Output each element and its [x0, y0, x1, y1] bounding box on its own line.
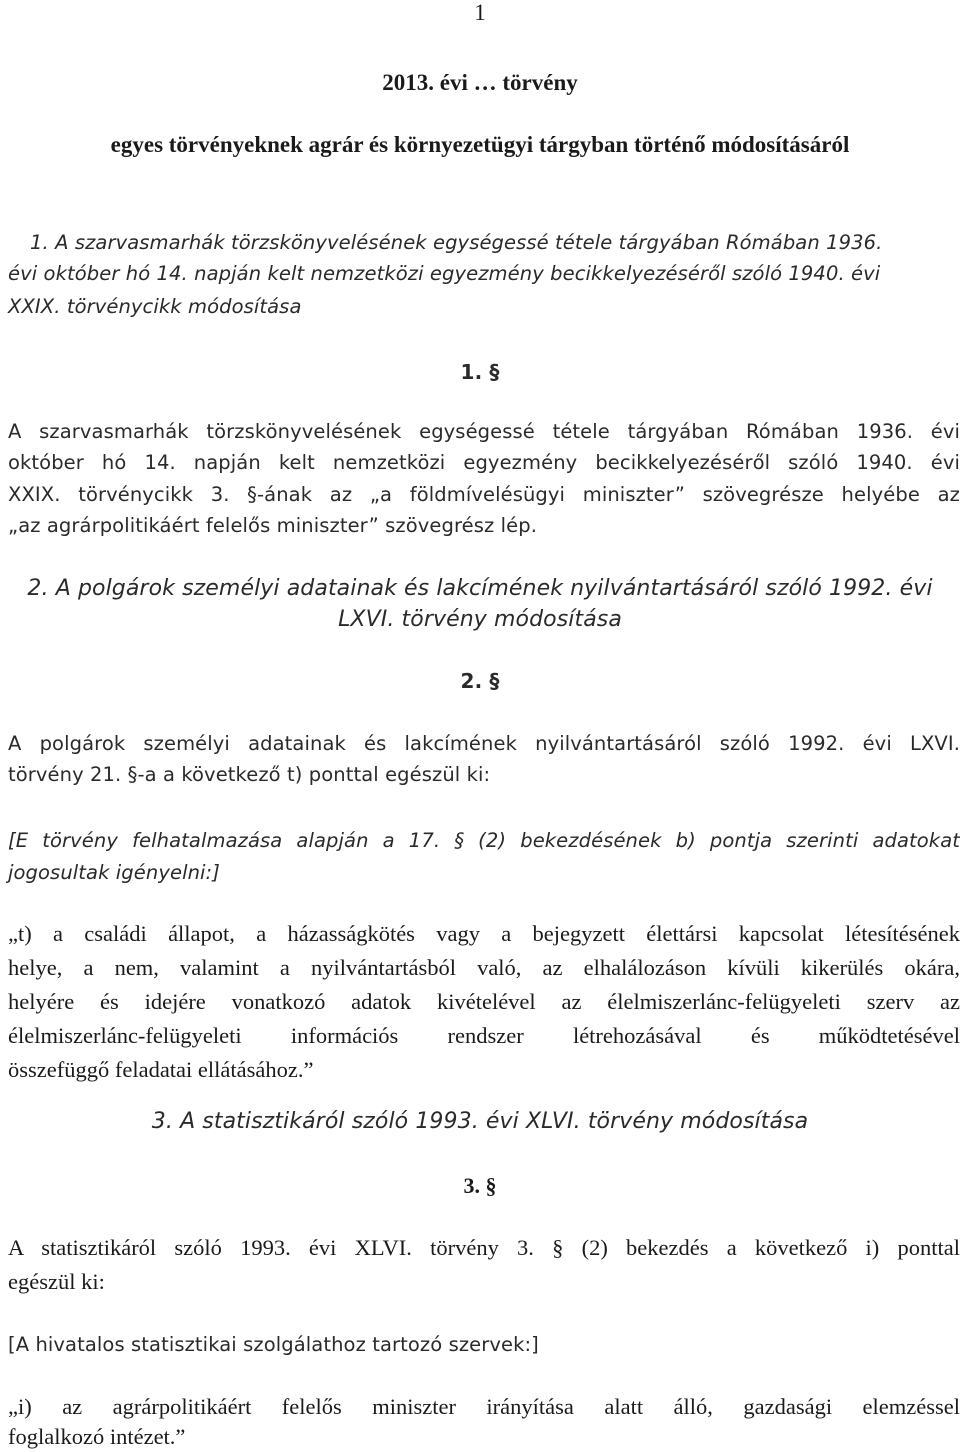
- part2-quote-line-5: összefüggő feladatai ellátásához.”: [8, 1057, 314, 1082]
- section-2-label: 2. §: [460, 669, 500, 693]
- part2-quote-line-1: „t) a családi állapot, a házasságkötés vagy a bejegyzett élettársi kapcsolat létesítésének: [8, 921, 960, 946]
- part2-context-line-1: [E törvény felhatalmazása alapján a 17. § (2) bekezdésének b) pontja szerinti adatokat: [8, 829, 960, 852]
- part2-heading-line-2: LXVI. törvény módosítása: [338, 607, 622, 632]
- part3-context-line: [A hivatalos statisztikai szolgálathoz tartozó szervek:]: [8, 1333, 539, 1356]
- part2-body-line-2: törvény 21. §-a a következő t) ponttal egészül ki:: [8, 763, 491, 786]
- part1-body-line-1: A szarvasmarhák törzskönyvelésének egységessé tétele tárgyában Rómában 1936. évi: [8, 420, 960, 443]
- part2-quote-line-3: helyére és idejére vonatkozó adatok kivételével az élelmiszerlánc-felügyeleti szerv az: [8, 989, 960, 1014]
- section-3-label: 3. §: [463, 1173, 497, 1198]
- part2-quote-line-4: élelmiszerlánc-felügyeleti információs rendszer létrehozásával és működtetésével: [8, 1023, 960, 1048]
- part3-quote-line-1: „i) az agrárpolitikáért felelős miniszter irányítása alatt álló, gazdasági elemzéssel: [8, 1394, 960, 1419]
- section-1-label: 1. §: [460, 360, 500, 384]
- law-title: 2013. évi … törvény: [382, 70, 578, 95]
- part1-body-line-4: „az agrárpolitikáért felelős miniszter” szövegrész lép.: [8, 514, 538, 537]
- part1-body-line-2: október hó 14. napján kelt nemzetközi egyezmény becikkelyezéséről szóló 1940. évi: [8, 451, 960, 474]
- page-number: 1: [474, 0, 486, 25]
- part3-quote-line-2: foglalkozó intézet.”: [8, 1424, 186, 1449]
- part1-body-line-3: XXIX. törvénycikk 3. §-ának az „a földmívelésügyi miniszter” szövegrésze helyébe az: [8, 483, 960, 506]
- part1-heading-line-3: XXIX. törvénycikk módosítása: [8, 295, 302, 318]
- law-subtitle: egyes törvényeknek agrár és környezetügyi tárgyban történő módosításáról: [110, 132, 850, 157]
- part2-quote-line-2: helye, a nem, valamint a nyilvántartásból való, az elhalálozáson kívüli kikerülés okára,: [8, 955, 960, 980]
- part1-heading-line-1: 1. A szarvasmarhák törzskönyvelésének egységessé tétele tárgyában Rómában 1936.: [30, 231, 883, 254]
- part3-body-line-2: egészül ki:: [8, 1269, 105, 1294]
- part2-context-line-2: jogosultak igényelni:]: [8, 861, 220, 884]
- part2-heading-line-1: 2. A polgárok személyi adatainak és lakcímének nyilvántartásáról szóló 1992. évi: [27, 576, 933, 601]
- part2-body-line-1: A polgárok személyi adatainak és lakcímének nyilvántartásáról szóló 1992. évi LXVI.: [8, 732, 960, 755]
- part3-heading: 3. A statisztikáról szóló 1993. évi XLVI. törvény módosítása: [151, 1109, 809, 1134]
- part3-body-line-1: A statisztikáról szóló 1993. évi XLVI. törvény 3. § (2) bekezdés a következő i) ponttal: [8, 1235, 960, 1260]
- part1-heading-line-2: évi október hó 14. napján kelt nemzetközi egyezmény becikkelyezéséről szóló 1940. évi: [8, 262, 881, 285]
